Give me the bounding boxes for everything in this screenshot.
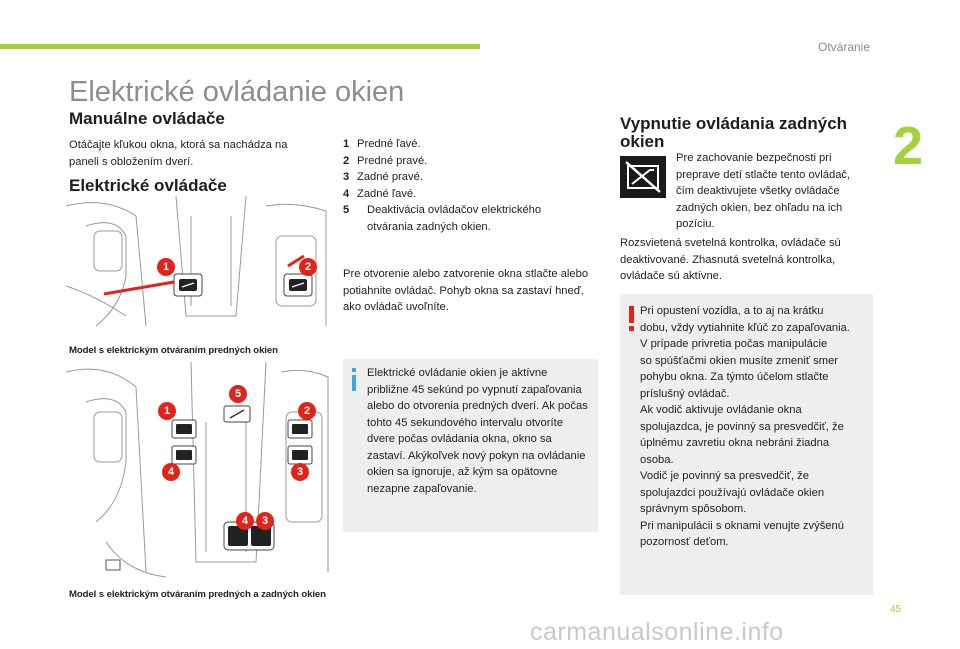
callout-badge: 1 — [158, 402, 176, 420]
legend-item: 5 Deaktivácia ovládačov elektrického otvárania zadných okien. — [343, 204, 542, 233]
warning-icon — [629, 306, 634, 323]
accent-bar — [0, 44, 480, 49]
manual-controls-heading: Manuálne ovládače — [69, 109, 225, 128]
child-lock-window-icon — [620, 156, 666, 198]
warning-icon-dot — [629, 326, 634, 331]
warning-text — [640, 303, 872, 551]
window-switches-left — [172, 420, 196, 464]
section-label: Otváranie — [818, 40, 871, 54]
figure-all-windows — [66, 362, 330, 582]
warning-line: pozornosť deťom. — [640, 536, 729, 548]
callout-badge: 3 — [256, 512, 274, 530]
callout-badge: 5 — [229, 385, 247, 403]
window-icon-small — [106, 560, 120, 570]
callout-badge: 2 — [299, 258, 317, 276]
info-icon-stem — [352, 375, 356, 391]
warning-lamp-text: Rozsvietená svetelná kontrolka, ovládače sú deaktivované. Zhasnutá svetelná kontrolka, ovládače sú aktívne. — [620, 237, 841, 282]
deactivation-text: Pre zachovanie bezpečnosti pri preprave detí stlačte tento ovládač, čím deaktivujete všetky ovládače zadných okien, bez ohľadu na ich pozíciu. — [676, 152, 851, 230]
warning-line: Pri opustení vozidla, a to aj na krátku — [640, 305, 824, 317]
legend-item: 1 Predné ľavé. — [343, 138, 421, 150]
callout-badge: 4 — [236, 512, 254, 530]
callout-badge: 4 — [162, 463, 180, 481]
page-number: 45 — [890, 604, 902, 615]
callout-badge: 2 — [298, 402, 316, 420]
warning-line: Vodič je povinný sa presvedčiť, že — [640, 470, 809, 482]
legend-item: 3 Zadné pravé. — [343, 171, 423, 183]
warning-line: pohybu okna. Za týmto účelom stlačte — [640, 371, 829, 383]
page-title: Elektrické ovládanie okien — [69, 76, 405, 108]
manual-controls-text: Otáčajte kľukou okna, ktorá sa nachádza na paneli s obložením dverí. — [69, 139, 288, 168]
legend-item: 2 Predné pravé. — [343, 154, 428, 167]
warning-line: Ak vodič aktivuje ovládanie okna — [640, 404, 802, 416]
figure-caption-all: Model s elektrickým otváraním predných a zadných okien — [69, 589, 326, 600]
callout-badge: 1 — [157, 258, 175, 276]
warning-line: so spúšťačmi okien musíte zmeniť smer — [640, 354, 839, 367]
legend-item: 4 Zadné ľavé. — [343, 187, 417, 200]
callout-badge: 3 — [291, 463, 309, 481]
warning-line: dobu, vždy vytiahnite kľúč zo zapaľovania. — [640, 321, 850, 334]
window-switch-front-left — [174, 274, 202, 296]
window-switch-front-right — [284, 274, 312, 296]
deactivation-switch-illustration — [224, 406, 250, 422]
door-console-illustration — [66, 196, 330, 334]
info-icon — [352, 368, 356, 372]
pointer-arrow-1 — [104, 282, 174, 294]
warning-line: úplnému zavretiu okna nebráni žiadna — [640, 437, 830, 449]
figure-caption-front: Model s elektrickým otváraním predných okien — [69, 345, 278, 356]
warning-line: spolujazdci používajú ovládače okien — [640, 486, 825, 499]
warning-box — [620, 294, 873, 595]
warning-line: správnym spôsobom. — [640, 503, 747, 515]
chapter-number: 2 — [893, 116, 924, 176]
operation-text: Pre otvorenie alebo zatvorenie okna stlačte alebo potiahnite ovládač. Pohyb okna sa zastaví hneď, ako ovládač uvoľníte. — [343, 268, 589, 313]
callout-legend — [343, 136, 568, 235]
info-box — [343, 359, 598, 532]
watermark: carmanualsonline.info — [530, 618, 784, 646]
warning-line: príslušný ovládač. — [640, 387, 730, 400]
electric-controls-heading: Elektrické ovládače — [69, 176, 227, 195]
warning-line: spolujazdca, je povinný sa presvedčiť, že — [640, 420, 844, 433]
warning-line: Pri manipulácii s oknami venujte zvýšenú — [640, 519, 844, 532]
figure-front-windows — [66, 196, 330, 334]
info-text: Elektrické ovládanie okien je aktívne približne 45 sekúnd po vypnutí zapaľovania alebo do otvorenia predných dverí. Ak počas tohto 45 sekundového intervalu otvoríte dvere počas ovládania okna, okno sa zastaví. Akýkoľvek nový pokyn na ovládanie okien sa ignoruje, až kým sa opätovne nezapne zapaľovanie. — [367, 367, 588, 495]
window-switches-right — [288, 420, 312, 464]
warning-line: osoba. — [640, 453, 674, 466]
warning-line: V prípade privretia počas manipulácie — [640, 338, 828, 350]
rear-lock-heading: Vypnutie ovládania zadných okien — [620, 114, 848, 151]
